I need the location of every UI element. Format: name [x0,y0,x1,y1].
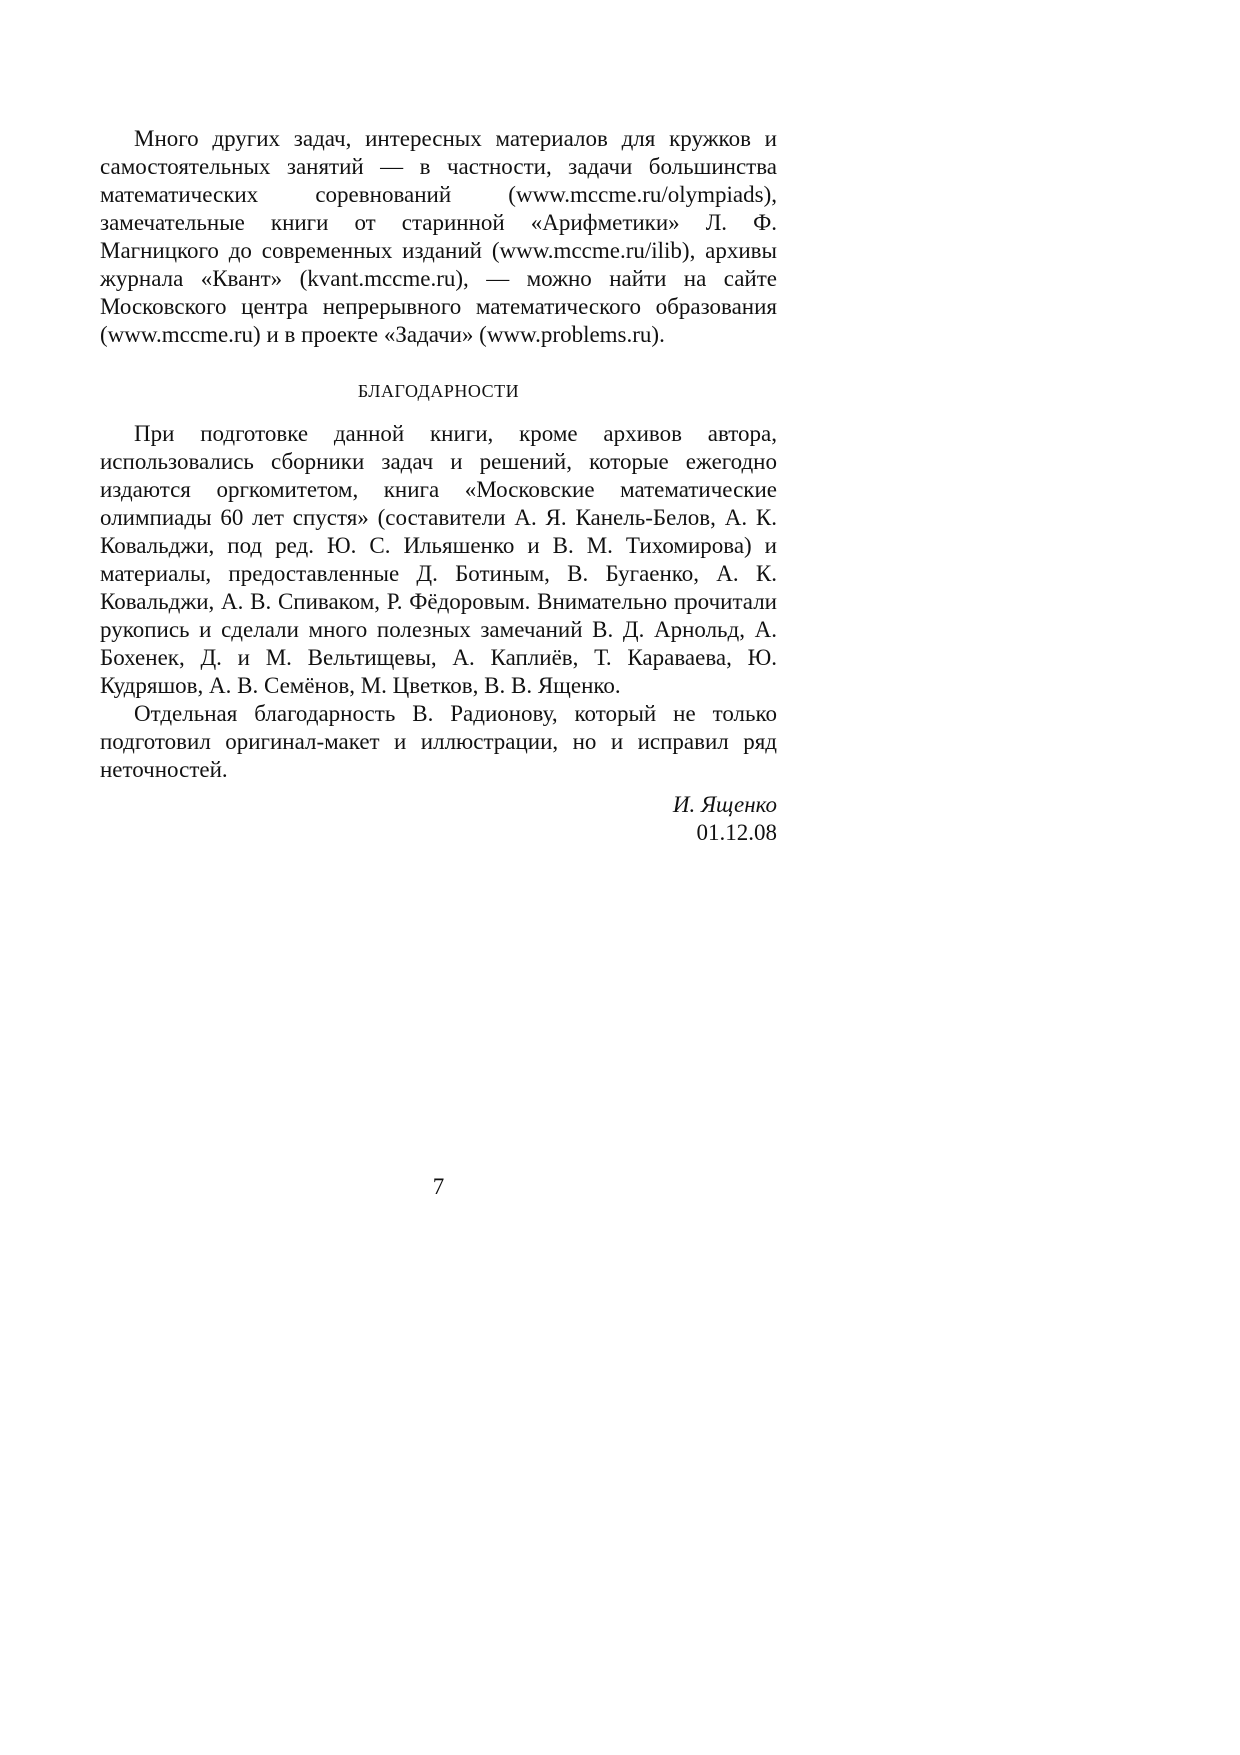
acknowledgements-section [100,420,777,784]
signature-date: 01.12.08 [696,820,777,845]
intro-paragraph: Много других задач, интересных материалов для кружков и самостоятельных занятий — в частности, задачи большинства математических соревнований (www.mccme.ru/olympiads), замечательные книги от старинной «Арифметики» Л. Ф. Магницкого до современных изданий (www.mccme.ru/ilib), архивы журнала «Квант» (kvant.mccme.ru), — можно найти на сайте Московского центра непрерывного математического образования (www.mccme.ru) и в проекте «Задачи» (www.problems.ru). [100,126,777,347]
acknowledgements-paragraph-2: Отдельная благодарность В. Радионову, который не только подготовил оригинал-макет и иллюстрации, но и исправил ряд неточностей. [100,701,777,782]
acknowledgements-paragraph-1: При подготовке данной книги, кроме архивов автора, использовались сборники задач и решений, которые ежегодно издаются оргкомитетом, книга «Московские математические олимпиады 60 лет спустя» (составители А. Я. Канель-Белов, А. К. Ковальджи, под ред. Ю. С. Ильяшенко и В. М. Тихомирова) и материалы, предоставленные Д. Ботиным, В. Бугаенко, А. К. Ковальджи, А. В. Спиваком, Р. Фёдоровым. Внимательно прочитали рукопись и сделали много полезных замечаний В. Д. Арнольд, А. Бохенек, Д. и М. Вельтищевы, А. Каплиёв, Т. Караваева, Ю. Кудряшов, А. В. Семёнов, М. Цветков, В. В. Ященко. [100,421,777,698]
acknowledgements-heading: БЛАГОДАРНОСТИ [357,381,520,401]
page-number: 7 [432,1174,445,1199]
signature-name: И. Ященко [672,792,777,817]
intro-section [100,125,777,349]
